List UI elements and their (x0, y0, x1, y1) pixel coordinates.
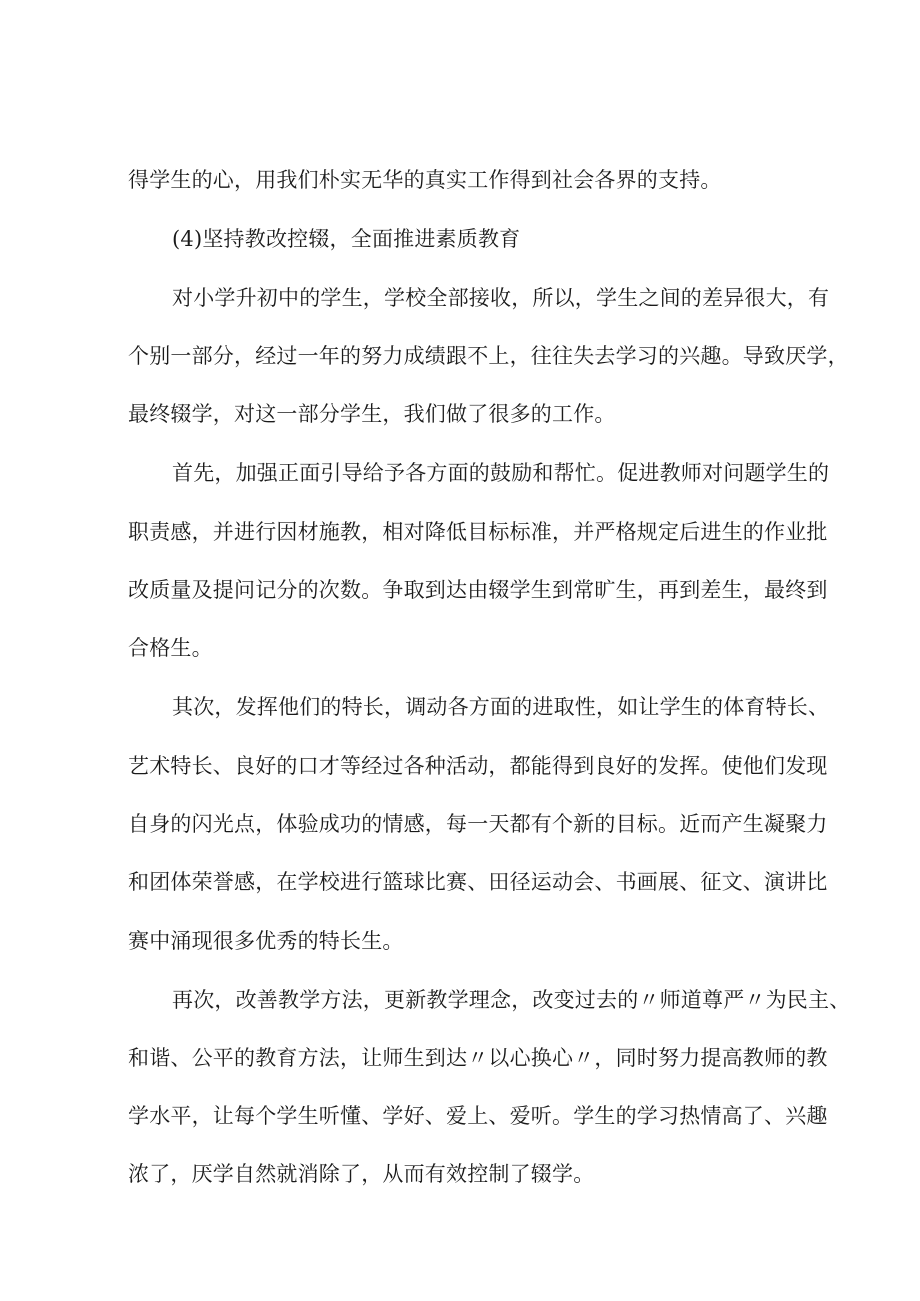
paragraph-line: 改质量及提问记分的次数。争取到达由辍学生到常旷生，再到差生，最终到 (128, 578, 828, 602)
paragraph-line: 赛中涌现很多优秀的特长生。 (128, 929, 404, 953)
paragraph-line: 和团体荣誉感，在学校进行篮球比赛、田径运动会、书画展、征文、演讲比 (128, 870, 828, 894)
paragraph-line: 学水平，让每个学生听懂、学好、爱上、爱听。学生的学习热情高了、兴趣 (128, 1104, 828, 1128)
paragraph-line: 其次，发挥他们的特长，调动各方面的进取性，如让学生的体育特长、 (172, 695, 830, 719)
paragraph-line: 合格生。 (128, 636, 213, 660)
paragraph-line: 首先，加强正面引导给予各方面的鼓励和帮忙。促进教师对问题学生的 (172, 461, 830, 485)
paragraph-line: 对小学升初中的学生，学校全部接收，所以，学生之间的差异很大，有 (172, 286, 830, 310)
paragraph-line: 职责感，并进行因材施教，相对降低目标标准，并严格规定后进生的作业批 (128, 520, 828, 544)
paragraph-line: 个别一部分，经过一年的努力成绩跟不上，往往失去学习的兴趣。导致厌学， (128, 344, 849, 368)
paragraph-line: 浓了，厌学自然就消除了，从而有效控制了辍学。 (128, 1162, 595, 1186)
paragraph-line: 再次，改善教学方法，更新教学理念，改变过去的〃师道尊严〃为民主、 (172, 988, 851, 1012)
paragraph-line: 自身的闪光点，体验成功的情感，每一天都有个新的目标。近而产生凝聚力 (128, 812, 828, 836)
paragraph-line: 艺术特长、良好的口才等经过各种活动，都能得到良好的发挥。使他们发现 (128, 754, 828, 778)
section-heading: (4)坚持教改控辍，全面推进素质教育 (172, 227, 521, 251)
paragraph-line: 最终辍学，对这一部分学生，我们做了很多的工作。 (128, 402, 616, 426)
paragraph-line: 和谐、公平的教育方法，让师生到达〃以心换心〃，同时努力提高教师的教 (128, 1046, 828, 1070)
paragraph-continuation-line: 得学生的心，用我们朴实无华的真实工作得到社会各界的支持。 (128, 168, 722, 192)
